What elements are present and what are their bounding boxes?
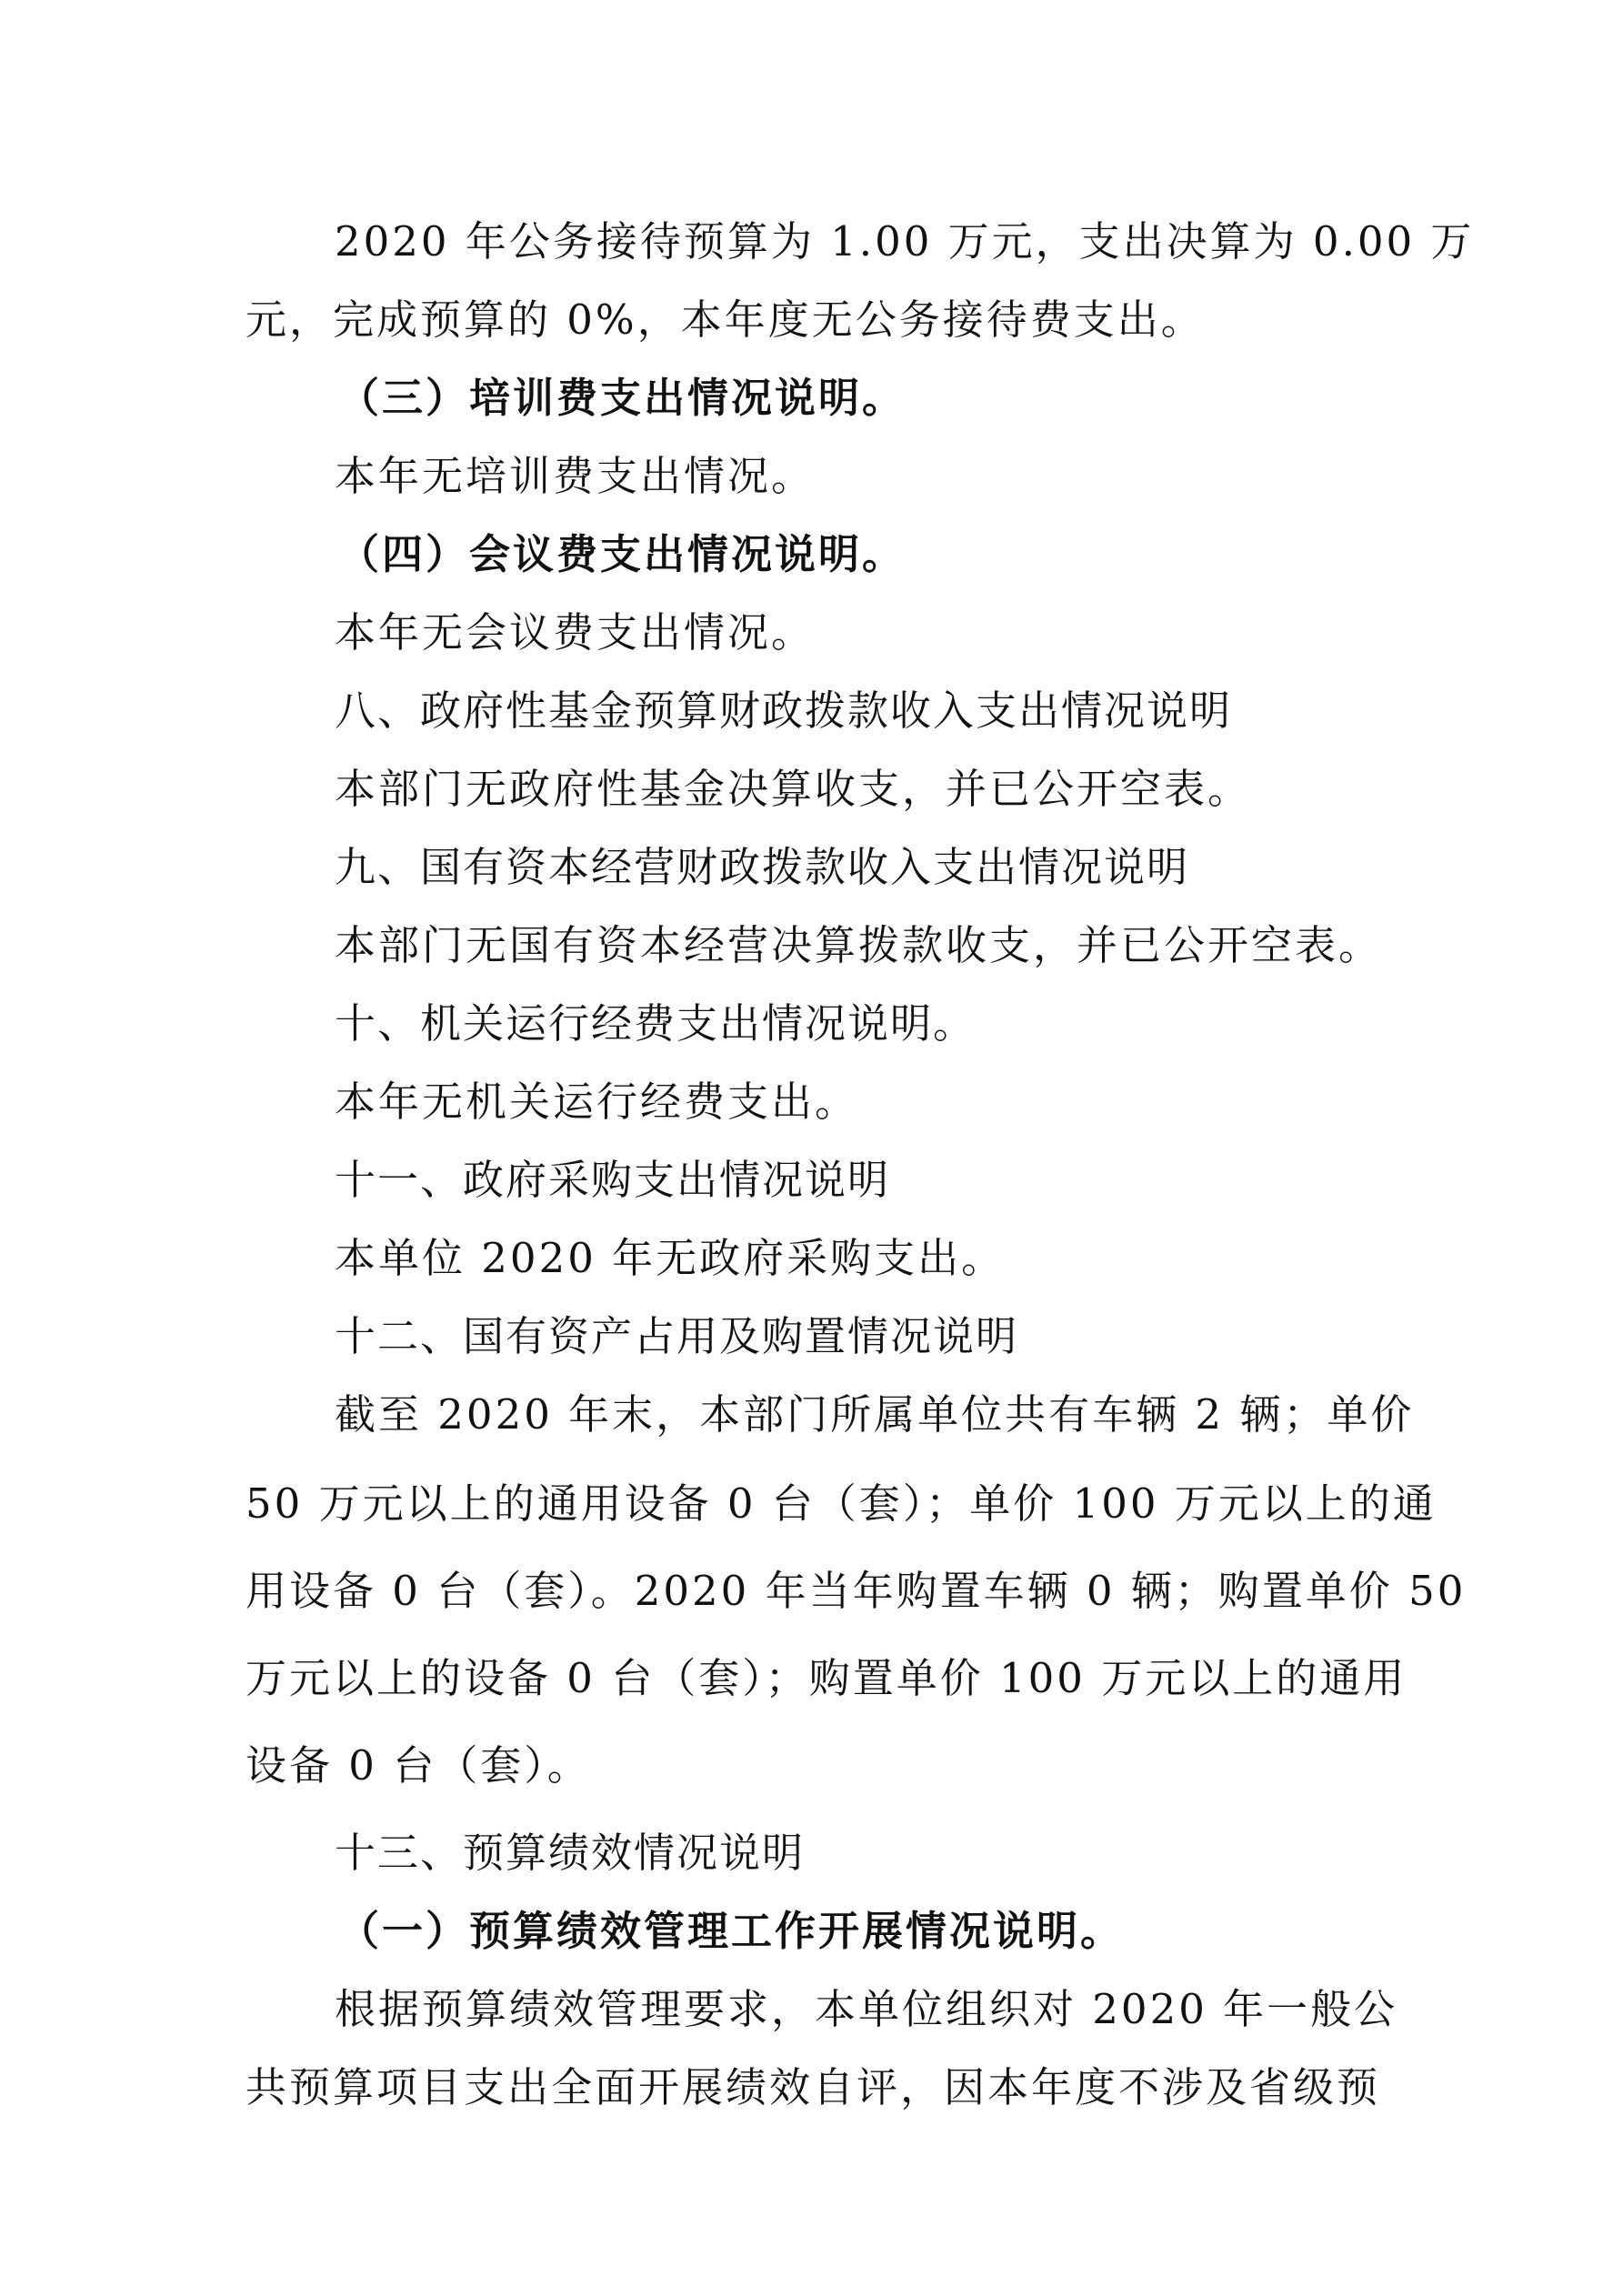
paragraph-performance-line-1: 根据预算绩效管理要求，本单位组织对 2020 年一般公 [335,1985,1398,2033]
heading-section-9: 九、国有资本经营财政拨款收入支出情况说明 [335,843,1190,891]
heading-section-13: 十三、预算绩效情况说明 [335,1829,806,1877]
subheading-meeting-fee: （四）会议费支出情况说明。 [338,530,907,578]
paragraph-meeting-fee: 本年无会议费支出情况。 [335,608,816,657]
heading-section-12: 十二、国有资产占用及购置情况说明 [335,1312,1019,1360]
paragraph-assets-line-4: 万元以上的设备 0 台（套）；购置单价 100 万元以上的通用 [245,1654,1408,1702]
heading-section-11: 十一、政府采购支出情况说明 [335,1156,891,1204]
heading-section-8: 八、政府性基金预算财政拨款收入支出情况说明 [335,687,1233,735]
subheading-training-fee: （三）培训费支出情况说明。 [338,374,907,422]
paragraph-section-10: 本年无机关运行经费支出。 [335,1078,859,1126]
paragraph-reception-line-2: 元，完成预算的 0%，本年度无公务接待费支出。 [245,296,1205,344]
paragraph-assets-line-5: 设备 0 台（套）。 [245,1741,591,1790]
paragraph-assets-line-1: 截至 2020 年末，本部门所属单位共有车辆 2 辆；单价 [335,1390,1415,1439]
subheading-performance-management: （一）预算绩效管理工作开展情况说明。 [338,1907,1125,1955]
paragraph-assets-line-3: 用设备 0 台（套）。2020 年当年购置车辆 0 辆；购置单价 50 [245,1567,1467,1615]
paragraph-performance-line-2: 共预算项目支出全面开展绩效自评，因本年度不涉及省级预 [245,2063,1381,2111]
paragraph-reception-line-1: 2020 年公务接待预算为 1.00 万元，支出决算为 0.00 万 [335,217,1475,266]
heading-section-10: 十、机关运行经费支出情况说明。 [335,999,977,1048]
paragraph-training-fee: 本年无培训费支出情况。 [335,452,816,500]
paragraph-assets-line-2: 50 万元以上的通用设备 0 台（套）；单价 100 万元以上的通 [245,1479,1437,1528]
paragraph-section-9: 本部门无国有资本经营决算拨款收支，并已公开空表。 [335,921,1383,969]
paragraph-section-8: 本部门无政府性基金决算收支，并已公开空表。 [335,765,1252,813]
paragraph-section-11: 本单位 2020 年无政府采购支出。 [335,1234,1006,1282]
